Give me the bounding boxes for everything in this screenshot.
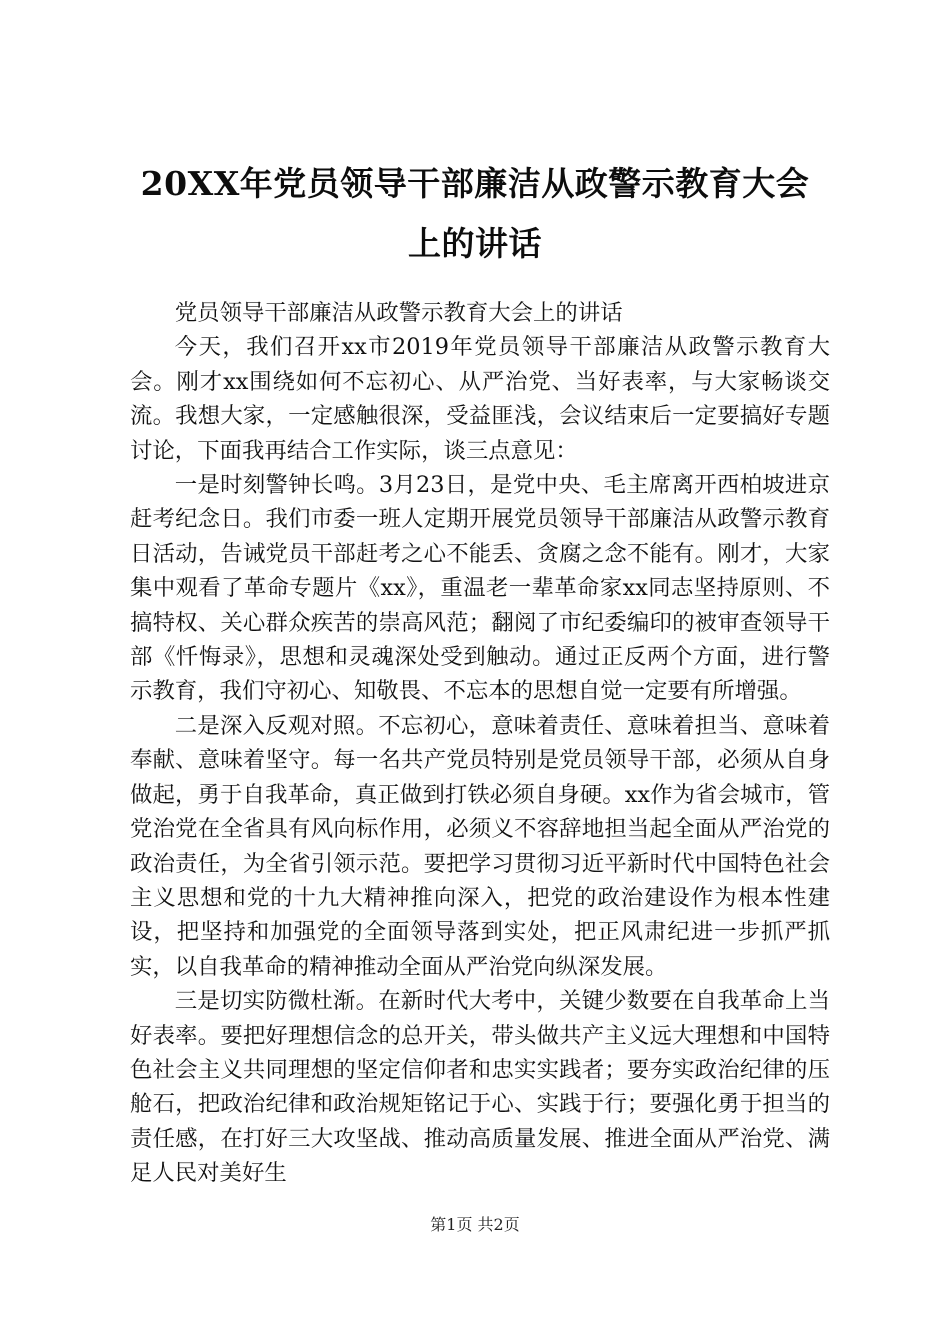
body-paragraph-intro: 今天，我们召开xx市2019年党员领导干部廉洁从政警示教育大会。刚才xx围绕如何不忘初心、从严治党、当好表率，与大家畅谈交流。我想大家，一定感触很深，受益匪浅，会议结束后一定要搞好专题讨论，下面我再结合工作实际，谈三点意见：: [130, 334, 830, 464]
body-paragraph-point-1: 一是时刻警钟长鸣。3月23日，是党中央、毛主席离开西柏坡进京赶考纪念日。我们市委一班人定期开展党员领导干部廉洁从政警示教育日活动，告诫党员干部赶考之心不能丢、贪腐之念不能有。刚才，大家集中观看了革命专题片《xx》，重温老一辈革命家xx同志坚持原则、不搞特权、关心群众疾苦的崇高风范；翻阅了市纪委编印的被审查领导干部《忏悔录》，思想和灵魂深处受到触动。通过正反两个方面，进行警示教育，我们守初心、知敬畏、不忘本的思想自觉一定要有所增强。: [130, 472, 830, 705]
document-title-line-2: 上的讲话: [408, 224, 542, 263]
body-paragraph-subtitle: 党员领导干部廉洁从政警示教育大会上的讲话: [174, 300, 623, 326]
body-paragraph-point-2: 二是深入反观对照。不忘初心，意味着责任、意味着担当、意味着奉献、意味着坚守。每一名共产党员特别是党员领导干部，必须从自身做起，勇于自我革命，真正做到打铁必须自身硬。xx作为省会城市，管党治党在全省具有风向标作用，必须义不容辞地担当起全面从严治党的政治责任，为全省引领示范。要把学习贯彻习近平新时代中国特色社会主义思想和党的十九大精神推向深入，把党的政治建设作为根本性建设，把坚持和加强党的全面领导落到实处，把正风肃纪进一步抓严抓实，以自我革命的精神推动全面从严治党向纵深发展。: [130, 712, 830, 980]
body-paragraph-point-3: 三是切实防微杜渐。在新时代大考中，关键少数要在自我革命上当好表率。要把好理想信念的总开关，带头做共产主义远大理想和中国特色社会主义共同理想的坚定信仰者和忠实实践者；要夯实政治纪律的压舱石，把政治纪律和政治规矩铭记于心、实践于行；要强化勇于担当的责任感，在打好三大攻坚战、推动高质量发展、推进全面从严治党、满足人民对美好生: [130, 988, 830, 1187]
page-number-footer: 第1页 共2页: [430, 1215, 520, 1234]
document-body: [130, 296, 830, 1191]
document-title-line-1: 20XX年党员领导干部廉洁从政警示教育大会: [140, 164, 810, 203]
